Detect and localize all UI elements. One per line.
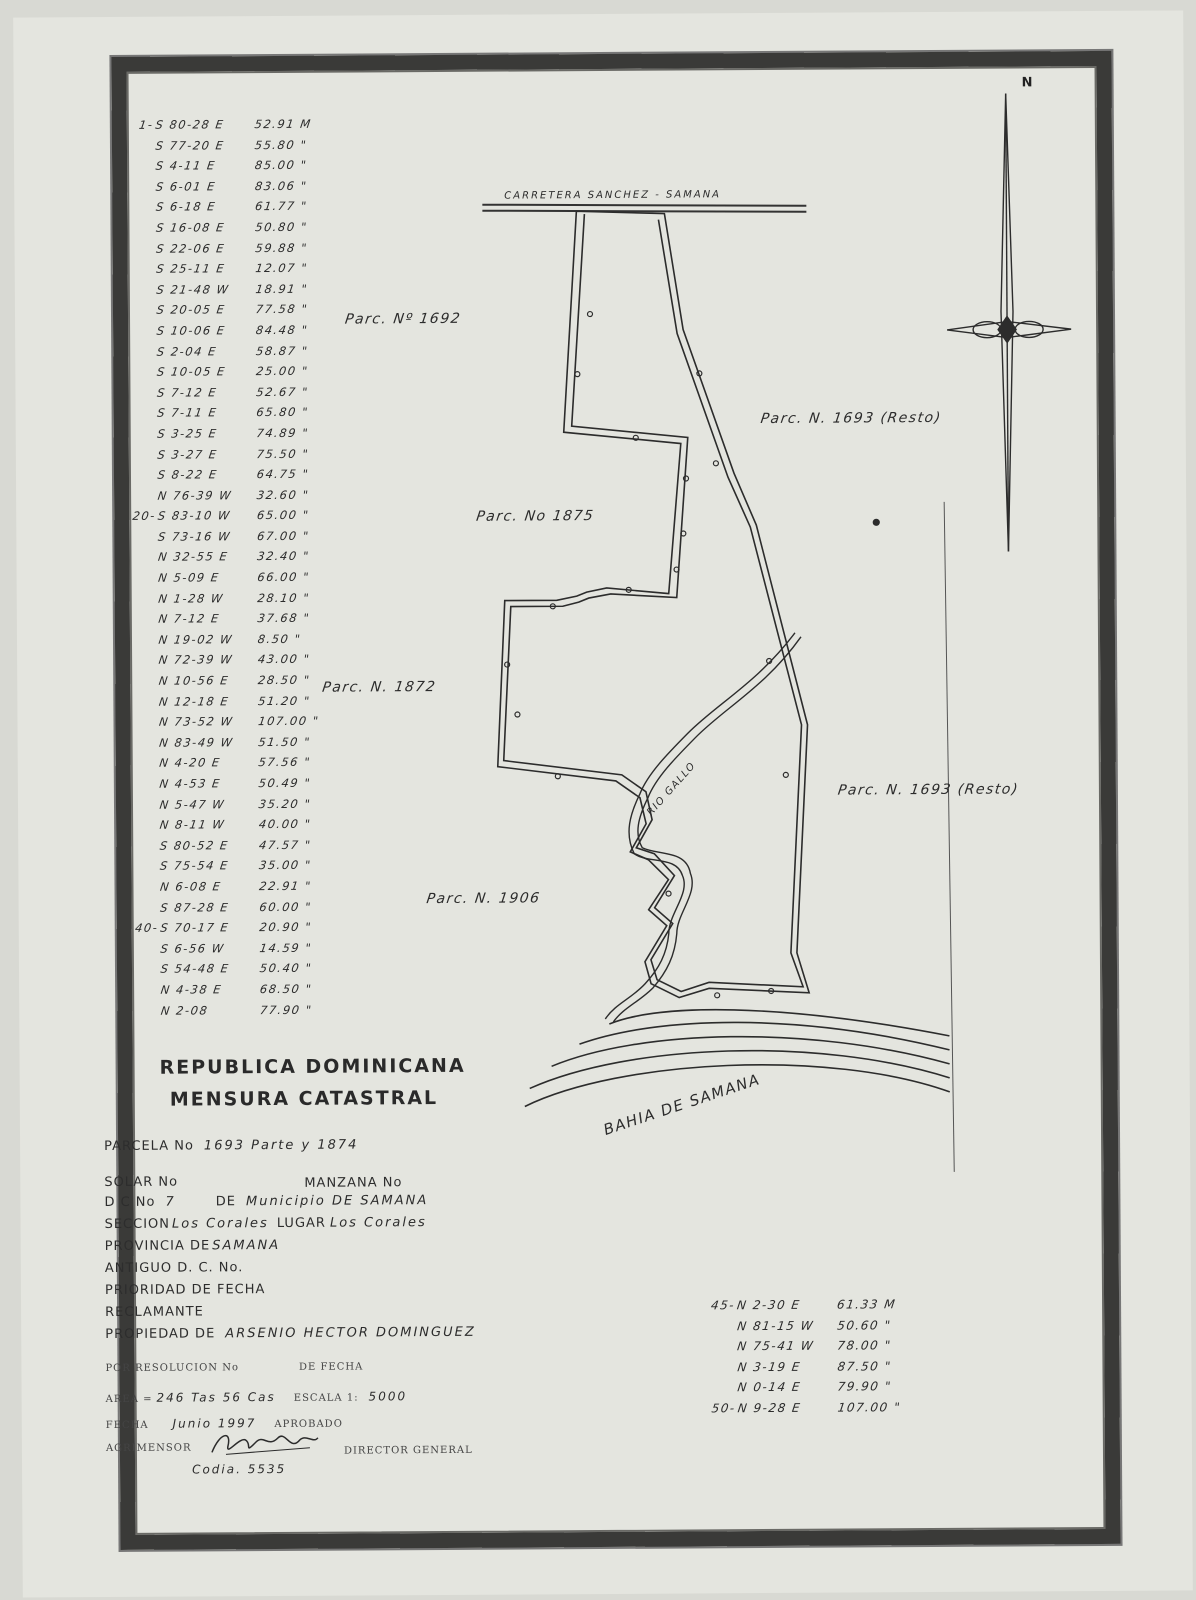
road-label: CARRETERA SANCHEZ - SAMANA: [504, 189, 722, 202]
title-block: [160, 1055, 466, 1111]
distance-value: 67.00 ": [256, 528, 311, 544]
title-line-1: REPUBLICA DOMINICANA: [159, 1054, 466, 1079]
bearing-value: N 9-28 E: [736, 1400, 803, 1415]
distance-value: 85.00 ": [253, 158, 309, 173]
distance-value: 37.68 ": [256, 611, 311, 626]
distance-value: 51.50 ": [257, 734, 312, 750]
label-parc-1692: Parc. Nº 1692: [343, 310, 463, 328]
field-dc: D C No 7 DE Municipio DE SAMANA: [104, 1193, 429, 1211]
bearing-row: [114, 443, 347, 465]
bearing-row: [115, 587, 348, 609]
bearing-value: N 1-28 W: [157, 591, 225, 606]
bearing-row: [115, 567, 348, 589]
distance-value: 107.00 ": [257, 714, 321, 729]
field-resolucion: POR RESOLUCION No DE FECHA: [105, 1361, 364, 1375]
bearing-value: S 80-52 E: [158, 838, 230, 853]
field-fecha: FECHA Junio 1997 APROBADO: [105, 1416, 343, 1432]
bearing-prefix: 50-: [710, 1400, 737, 1416]
distance-value: 61.77 ": [254, 199, 309, 214]
distance-value: 51.20 ": [257, 693, 312, 709]
bearing-row: [116, 731, 349, 753]
bearing-row: [117, 814, 350, 836]
distance-value: 66.00 ": [256, 570, 311, 585]
distance-value: 79.90 ": [836, 1379, 893, 1394]
distance-value: 77.58 ": [254, 302, 310, 317]
distance-value: 84.48 ": [254, 323, 310, 338]
distance-value: 107.00 ": [836, 1399, 902, 1415]
bearing-value: S 3-27 E: [156, 447, 219, 462]
distance-value: 60.00 ": [258, 899, 313, 914]
bearing-value: N 76-39 W: [156, 488, 233, 503]
bearings-table: [114, 114, 350, 1022]
distance-value: 32.40 ": [256, 549, 311, 564]
bearing-row: [115, 484, 348, 506]
label-bahia: BAHIA DE SAMANA: [601, 1070, 763, 1139]
distance-value: 75.50 ": [255, 446, 310, 461]
signature: [206, 1426, 326, 1461]
bearing-row: [113, 278, 346, 300]
bearing-value: S 3-25 E: [156, 426, 219, 441]
field-agrimensor: AGRIMENSOR: [105, 1442, 192, 1455]
bearing-value: S 6-56 W: [159, 941, 226, 956]
distance-value: 64.75 ": [255, 467, 311, 482]
distance-value: 22.91 ": [258, 879, 313, 894]
bearing-row: [692, 1335, 965, 1357]
north-arrow-icon: [946, 93, 1073, 552]
field-prioridad: PRIORIDAD DE FECHA: [104, 1282, 266, 1299]
bearing-value: N 3-19 E: [736, 1359, 802, 1374]
bearing-row: [115, 505, 348, 527]
bearing-value: N 7-12 E: [157, 611, 221, 627]
bearing-row: [115, 464, 348, 486]
bearing-value: S 80-28 E: [154, 117, 226, 133]
bearing-value: N 12-18 E: [158, 694, 231, 709]
field-provincia: PROVINCIA DE SAMANA: [104, 1237, 281, 1255]
bearing-row: [117, 855, 350, 877]
distance-value: 65.80 ": [255, 405, 310, 420]
bearing-row: [692, 1396, 965, 1418]
distance-value: 65.00 ": [256, 508, 311, 523]
margin-line: [944, 502, 954, 1172]
bearing-value: N 0-14 E: [736, 1380, 802, 1395]
field-seccion: SECCION Los Corales LUGAR Los Corales: [104, 1215, 427, 1233]
bearing-row: [116, 690, 349, 712]
label-parc-1693-upper: Parc. N. 1693 (Resto): [759, 409, 943, 428]
field-manzana: MANZANA No: [304, 1175, 403, 1191]
bearing-row: [692, 1294, 965, 1316]
label-parc-1693-lower: Parc. N. 1693 (Resto): [836, 781, 1020, 799]
distance-value: 78.00 ": [836, 1338, 893, 1353]
distance-value: 58.87 ": [255, 343, 310, 358]
bearing-value: N 6-08 E: [159, 879, 223, 894]
bearing-row: [114, 361, 347, 383]
bearing-value: N 32-55 E: [157, 550, 230, 565]
road: [482, 203, 806, 214]
north-label: N: [1021, 75, 1033, 91]
bearing-prefix: 1-: [138, 118, 155, 133]
bearing-value: S 4-11 E: [154, 158, 217, 174]
distance-value: 52.91 M: [253, 117, 313, 132]
bearing-row: [117, 937, 350, 959]
label-rio-gallo: RIO GALLO: [645, 760, 699, 819]
bearing-row: [115, 546, 348, 568]
bearing-row: [116, 670, 349, 692]
field-director: DIRECTOR GENERAL: [343, 1444, 473, 1457]
field-area: AREA = 246 Tas 56 Cas ESCALA 1: 5000: [105, 1389, 408, 1406]
distance-value: 77.90 ": [259, 1002, 314, 1017]
bearing-row: [113, 258, 346, 280]
bearing-value: S 22-06 E: [155, 241, 226, 256]
field-parcela: PARCELA No 1693 Parte y 1874: [104, 1137, 359, 1155]
bearing-value: S 10-05 E: [156, 364, 227, 380]
bearing-value: S 87-28 E: [159, 900, 231, 915]
bearing-value: N 2-08: [159, 1003, 210, 1018]
title-line-2: MENSURA CATASTRAL: [169, 1087, 439, 1111]
bearing-row: [113, 217, 346, 239]
field-solar: SOLAR No: [104, 1174, 179, 1191]
bearing-value: S 6-18 E: [155, 200, 217, 215]
distance-value: 57.56 ": [257, 755, 312, 770]
bearing-value: S 73-16 W: [157, 529, 232, 544]
bearing-value: N 5-09 E: [157, 570, 221, 586]
bearing-row: [118, 978, 351, 1000]
bearing-row: [116, 711, 349, 733]
bearing-row: [117, 896, 350, 918]
bearing-value: S 77-20 E: [154, 138, 226, 153]
bearing-row: [692, 1355, 965, 1377]
bearing-row: [692, 1376, 965, 1398]
distance-value: 14.59 ": [258, 940, 313, 956]
distance-value: 55.80 ": [253, 137, 309, 153]
distance-value: 52.67 ": [255, 384, 310, 400]
river-rio-gallo: [603, 633, 803, 1022]
bearing-value: S 70-17 E: [159, 920, 231, 936]
paper-sheet: [13, 10, 1193, 1597]
bearing-value: S 8-22 E: [156, 467, 219, 483]
bearing-row: [117, 793, 350, 815]
distance-value: 61.33 M: [836, 1297, 898, 1312]
distance-value: 83.06 ": [254, 178, 309, 194]
distance-value: 50.49 ": [257, 776, 312, 791]
distance-value: 32.60 ": [255, 487, 311, 503]
bearing-value: N 72-39 W: [157, 652, 234, 668]
bearing-row: [114, 319, 347, 341]
bearing-value: N 5-47 W: [158, 797, 226, 812]
bearing-value: S 10-06 E: [155, 323, 227, 338]
bearing-row: [113, 134, 346, 156]
bearing-row: [114, 422, 347, 444]
bearing-row: [692, 1314, 965, 1336]
bearing-value: S 2-04 E: [155, 344, 218, 359]
bearing-value: N 10-56 E: [157, 673, 230, 689]
distance-value: 25.00 ": [255, 364, 310, 379]
distance-value: 87.50 ": [836, 1358, 893, 1374]
bearing-row: [114, 299, 347, 321]
distance-value: 47.57 ": [258, 837, 313, 853]
bearing-value: N 4-38 E: [159, 982, 224, 997]
distance-value: 50.40 ": [258, 961, 314, 976]
bearing-value: S 75-54 E: [159, 858, 230, 874]
bearing-value: N 73-52 W: [158, 714, 235, 730]
bearing-row: [115, 525, 348, 547]
bearing-value: N 2-30 E: [736, 1298, 802, 1313]
bearing-value: S 25-11 E: [155, 261, 227, 277]
field-codia: Codia. 5535: [192, 1461, 287, 1477]
bearing-row: [114, 402, 347, 424]
bearing-prefix: 45-: [710, 1298, 737, 1313]
parcel-boundary: [494, 210, 809, 999]
bearing-value: S 83-10 W: [156, 508, 232, 524]
distance-value: 74.89 ": [255, 425, 310, 441]
bearing-row: [117, 876, 350, 898]
label-parc-1906: Parc. N. 1906: [425, 890, 542, 908]
bearing-row: [113, 196, 346, 218]
distance-value: 40.00 ": [257, 817, 313, 832]
bearing-value: N 4-53 E: [158, 776, 222, 792]
bearing-prefix: 40-: [134, 921, 160, 936]
bearing-row: [116, 773, 349, 795]
distance-value: 20.90 ": [258, 920, 313, 935]
bearing-value: S 6-01 E: [154, 179, 217, 194]
field-reclamante: RECLAMANTE: [105, 1304, 204, 1321]
distance-value: 12.07 ": [254, 261, 309, 276]
field-propiedad: PROPIEDAD DE ARSENIO HECTOR DOMINGUEZ: [105, 1324, 476, 1343]
bearing-value: N 4-20 E: [158, 756, 222, 771]
bearing-value: N 83-49 W: [158, 735, 235, 750]
bearing-value: S 54-48 E: [159, 961, 231, 977]
distance-value: 28.10 ": [256, 590, 311, 606]
bearing-value: N 75-41 W: [736, 1338, 816, 1354]
bearing-row: [118, 958, 351, 980]
bearing-value: N 19-02 W: [157, 632, 234, 647]
bearing-prefix: 20-: [131, 509, 157, 524]
bearing-value: N 81-15 W: [736, 1318, 815, 1333]
distance-value: 50.60 ": [836, 1317, 893, 1333]
bearing-row: [114, 381, 347, 403]
bearing-value: N 8-11 W: [158, 817, 227, 833]
distance-value: 43.00 ": [256, 652, 312, 667]
bearing-value: S 21-48 W: [155, 282, 231, 297]
bearing-row: [117, 834, 350, 856]
bearing-row: [112, 114, 345, 136]
distance-value: 50.80 ": [254, 220, 309, 235]
bearing-row: [118, 999, 351, 1021]
distance-value: 8.50 ": [256, 631, 303, 647]
bearings-table-2: [693, 1294, 964, 1419]
field-antiguo: ANTIGUO D. C. No.: [104, 1260, 244, 1277]
bearing-value: S 7-12 E: [156, 385, 219, 400]
bearing-row: [116, 752, 349, 774]
bearing-row: [113, 237, 346, 259]
distance-value: 35.20 ": [257, 796, 313, 811]
bearing-row: [115, 608, 348, 630]
bearing-value: S 16-08 E: [155, 220, 226, 235]
bearing-value: S 20-05 E: [155, 302, 227, 318]
bearing-row: [113, 155, 346, 177]
bearing-row: [117, 917, 350, 939]
distance-value: 28.50 ": [257, 673, 312, 688]
label-parc-1875: Parc. No 1875: [475, 508, 596, 525]
distance-value: 35.00 ": [258, 858, 313, 873]
bearing-row: [113, 175, 346, 197]
distance-value: 59.88 ": [254, 240, 309, 255]
bearing-row: [116, 628, 349, 650]
label-parc-1872: Parc. N. 1872: [321, 679, 438, 696]
bearing-row: [116, 649, 349, 671]
distance-value: 68.50 ": [258, 982, 314, 997]
bearing-row: [114, 340, 347, 362]
bearing-value: S 7-11 E: [156, 405, 219, 421]
distance-value: 18.91 ": [254, 281, 309, 297]
